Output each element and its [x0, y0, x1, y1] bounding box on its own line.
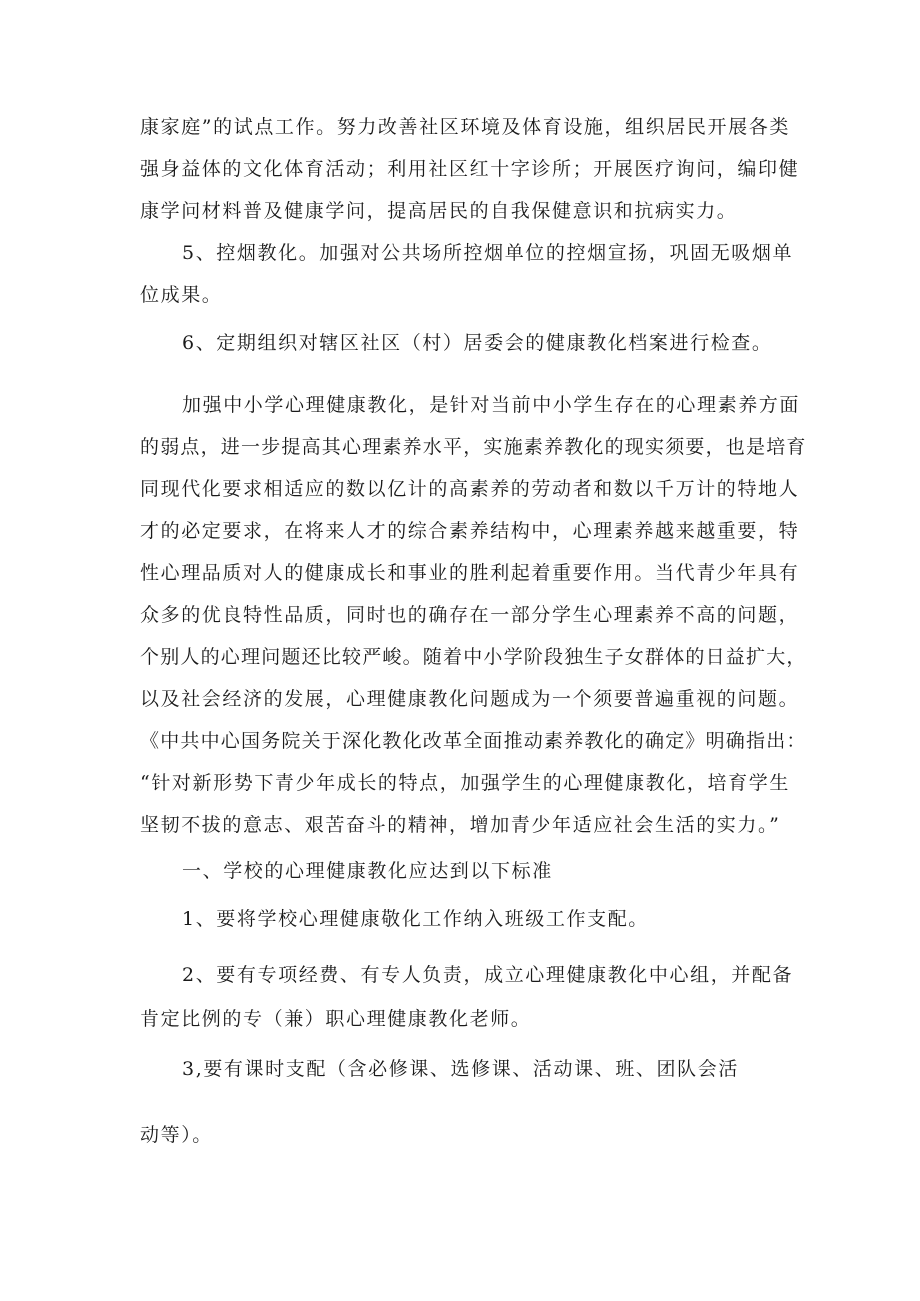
text-line: 才的必定要求，在将来人才的综合素养结构中，心理素养越来越重要，特	[140, 520, 800, 542]
text-line: 众多的优良特性品质，同时也的确存在一部分学生心理素养不高的问题，	[140, 604, 800, 626]
list-item: 3,要有课时支配（含必修课、选修课、活动课、班、团队会活	[182, 1058, 739, 1080]
text-line: 性心理品质对人的健康成长和事业的胜利起着重要作用。当代青少年具有	[140, 562, 800, 584]
text-line: 个别人的心理问题还比较严峻。随着中小学阶段独生子女群体的日益扩大，	[140, 646, 807, 668]
text-line: 同现代化要求相适应的数以亿计的高素养的劳动者和数以千万计的特地人	[140, 478, 800, 500]
text-line: 位成果。	[140, 284, 223, 306]
text-line: 5、控烟教化。加强对公共场所控烟单位的控烟宣扬，巩固无吸烟单	[182, 242, 794, 264]
text-line: 的弱点，进一步提高其心理素养水平，实施素养教化的现实须要，也是培育	[140, 436, 807, 458]
list-item: 2、要有专项经费、有专人负责，成立心理健康教化中心组，并配备	[182, 964, 794, 986]
text-line: “针对新形势下青少年成长的特点，加强学生的心理健康教化，培育学生	[140, 772, 790, 794]
text-line: 6、定期组织对辖区社区（村）居委会的健康教化档案进行检查。	[182, 332, 773, 354]
text-line: 加强中小学心理健康教化，是针对当前中小学生存在的心理素养方面	[182, 394, 801, 416]
text-line: 康家庭”的试点工作。努力改善社区环境及体育设施，组织居民开展各类	[140, 116, 790, 138]
section-heading: 一、学校的心理健康教化应达到以下标准	[182, 860, 553, 882]
list-item: 1、要将学校心理健康敬化工作纳入班级工作支配。	[182, 908, 649, 930]
text-line: 康学问材料普及健康学问，提高居民的自我保健意识和抗病实力。	[140, 200, 738, 222]
text-line: 肯定比例的专（兼）职心理健康教化老师。	[140, 1008, 532, 1030]
text-line: 坚韧不拔的意志、艰苦奋斗的精神，增加青少年适应社会生活的实力。”	[140, 814, 781, 836]
text-line: 强身益体的文化体育活动；利用社区红十字诊所；开展医疗询问，编印健	[140, 158, 800, 180]
text-line: 《中共中心国务院关于深化教化改革全面推动素养教化的确定》明确指出：	[140, 730, 807, 752]
text-line: 以及社会经济的发展，心理健康教化问题成为一个须要普遍重视的问题。	[140, 688, 800, 710]
text-line: 动等）。	[140, 1124, 213, 1146]
